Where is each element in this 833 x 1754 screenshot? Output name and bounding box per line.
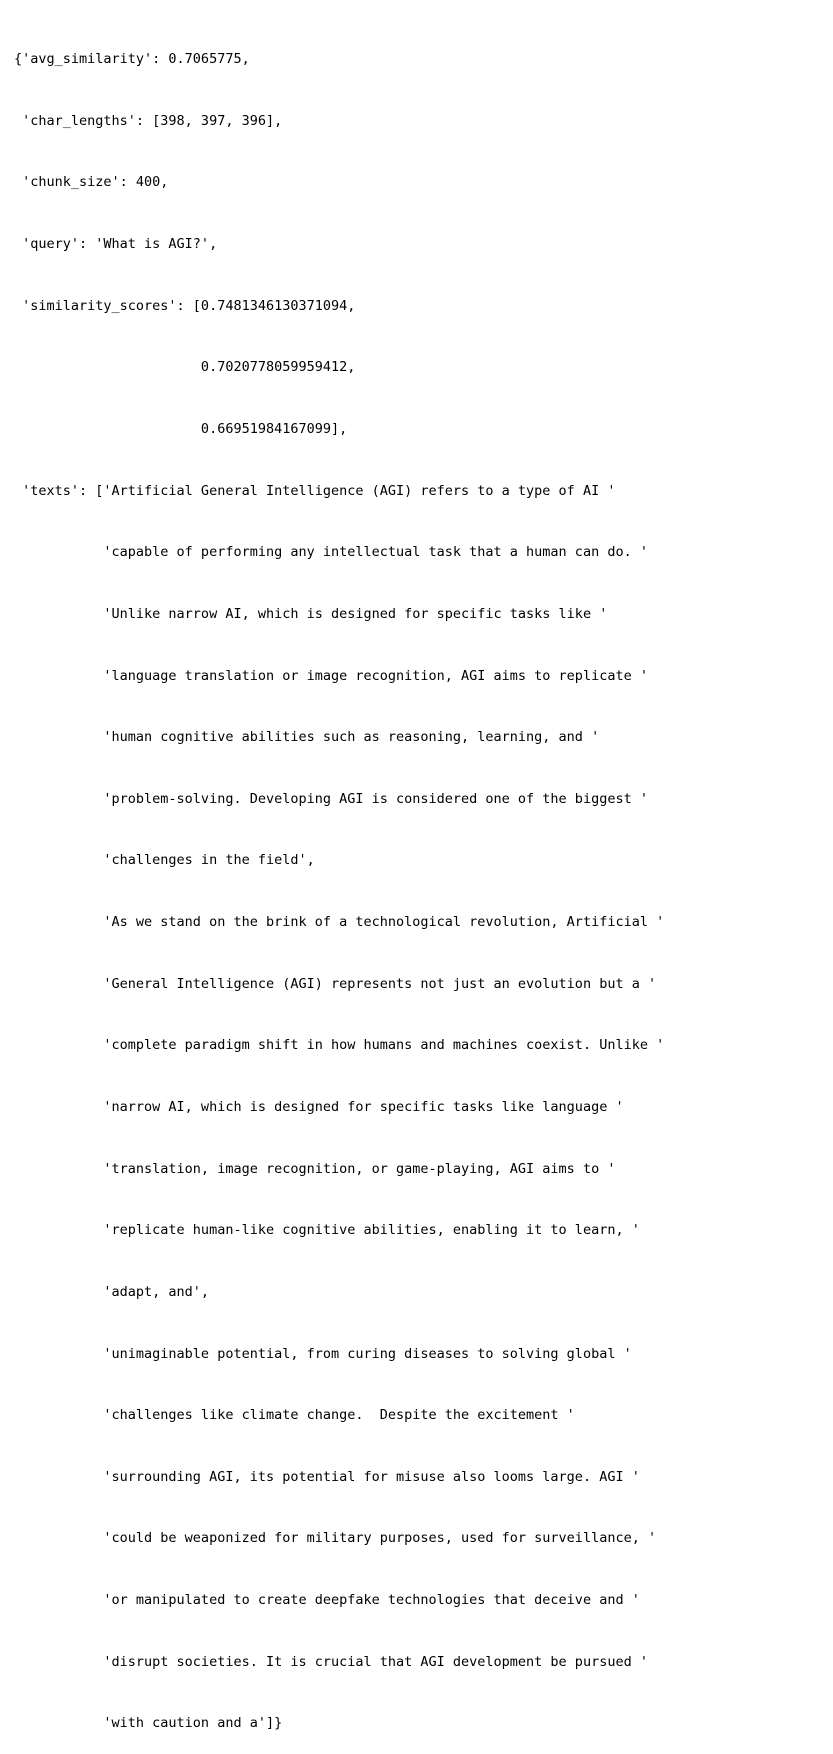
output-line: 'As we stand on the brink of a technological revolution, Artificial ' <box>14 914 665 931</box>
output-line: 'texts': ['Artificial General Intelligence (AGI) refers to a type of AI ' <box>14 482 616 499</box>
output-line: 'complete paradigm shift in how humans and machines coexist. Unlike ' <box>14 1037 665 1054</box>
output-line: 'human cognitive abilities such as reasoning, learning, and ' <box>14 729 600 746</box>
output-line: 0.7020778059959412, <box>14 359 356 376</box>
output-line: 'General Intelligence (AGI) represents not just an evolution but a ' <box>14 975 657 992</box>
output-line: 'narrow AI, which is designed for specific tasks like language ' <box>14 1098 624 1115</box>
output-line: 'language translation or image recognition, AGI aims to replicate ' <box>14 667 648 684</box>
output-line: 'or manipulated to create deepfake technologies that deceive and ' <box>14 1592 640 1609</box>
output-line: 'similarity_scores': [0.7481346130371094, <box>14 297 356 314</box>
output-line: 'replicate human-like cognitive abilities, enabling it to learn, ' <box>14 1222 640 1239</box>
output-line: 'challenges like climate change. Despite the excitement ' <box>14 1407 575 1424</box>
output-line: 0.66951984167099], <box>14 420 348 437</box>
output-line: 'disrupt societies. It is crucial that AGI development be pursued ' <box>14 1653 648 1670</box>
output-line: 'with caution and a']} <box>14 1715 283 1732</box>
output-line: 'char_lengths': [398, 397, 396], <box>14 112 283 129</box>
output-line: {'avg_similarity': 0.7065775, <box>14 51 250 68</box>
output-line: 'Unlike narrow AI, which is designed for specific tasks like ' <box>14 605 608 622</box>
output-line: 'challenges in the field', <box>14 852 315 869</box>
output-line: 'unimaginable potential, from curing diseases to solving global ' <box>14 1345 632 1362</box>
output-line: 'could be weaponized for military purposes, used for surveillance, ' <box>14 1530 657 1547</box>
output-line: 'chunk_size': 400, <box>14 174 169 191</box>
output-line: 'query': 'What is AGI?', <box>14 236 218 253</box>
output-line: 'adapt, and', <box>14 1283 210 1300</box>
output-line: 'capable of performing any intellectual task that a human can do. ' <box>14 544 648 561</box>
output-line: 'surrounding AGI, its potential for misuse also looms large. AGI ' <box>14 1468 640 1485</box>
output-line: 'problem-solving. Developing AGI is considered one of the biggest ' <box>14 790 648 807</box>
output-line: 'translation, image recognition, or game-playing, AGI aims to ' <box>14 1160 616 1177</box>
